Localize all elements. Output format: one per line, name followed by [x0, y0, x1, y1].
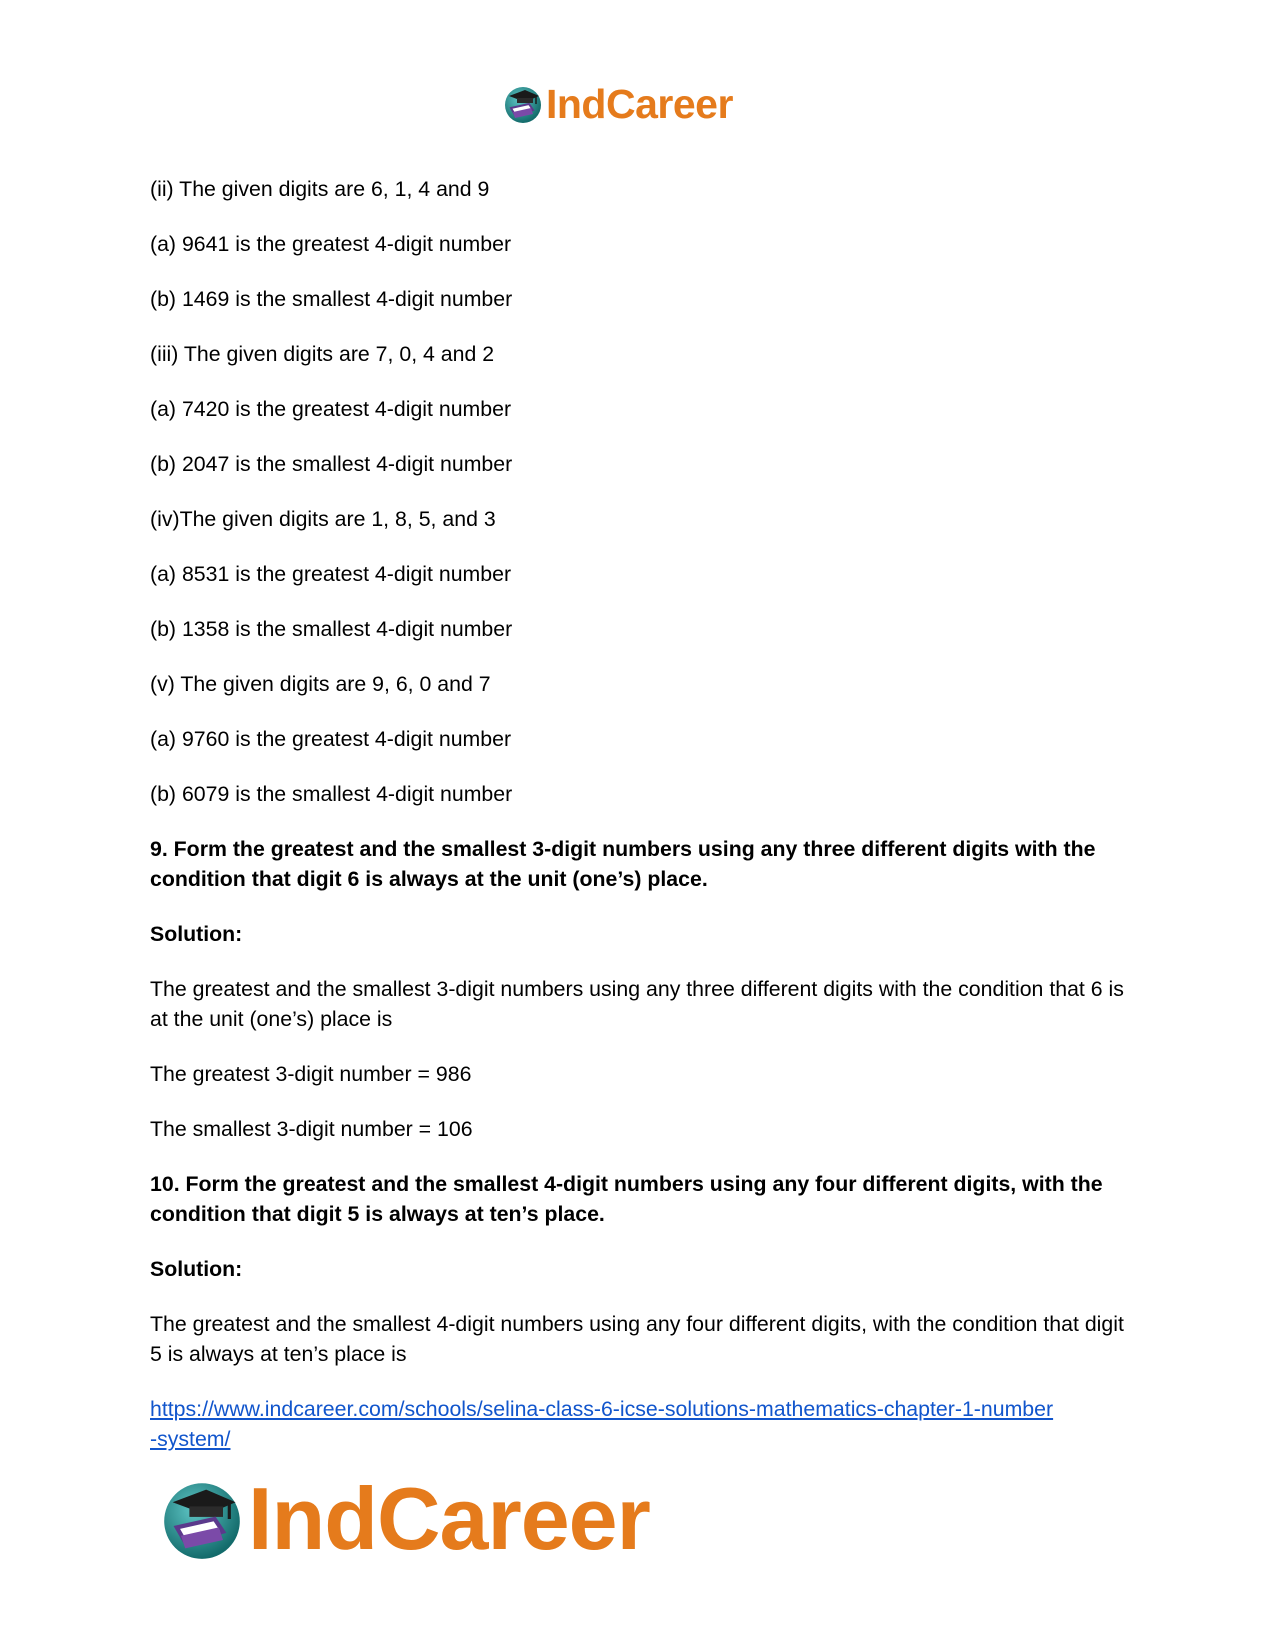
source-link-line2[interactable]: -system/: [150, 1427, 231, 1451]
text-line: (a) 8531 is the greatest 4-digit number: [150, 562, 512, 586]
smallest-result: The smallest 3-digit number = 106: [150, 1117, 473, 1141]
text-line: (a) 9641 is the greatest 4-digit number: [150, 232, 512, 256]
text-line: (a) 7420 is the greatest 4-digit number: [150, 397, 512, 421]
footer-logo: [160, 1470, 650, 1568]
text-line: (b) 1469 is the smallest 4-digit number: [150, 287, 513, 311]
text-line: (a) 9760 is the greatest 4-digit number: [150, 727, 512, 751]
text-line: (b) 1358 is the smallest 4-digit number: [150, 617, 513, 641]
source-link[interactable]: [150, 1394, 1130, 1454]
graduation-cap-book-icon: [160, 1477, 244, 1561]
header-logo: [503, 80, 733, 128]
logo-text: IndCareer: [546, 80, 733, 127]
text-line: (iii) The given digits are 7, 0, 4 and 2: [150, 342, 495, 366]
question-10: 10. Form the greatest and the smallest 4-digit numbers using any four different digits, with the condition that digit 5 is always at ten’s place.: [150, 1172, 1103, 1226]
solution-explanation: The greatest and the smallest 3-digit numbers using any three different digits with the condition that 6 is at the unit (one’s) place is: [150, 977, 1124, 1031]
text-line: (b) 6079 is the smallest 4-digit number: [150, 782, 513, 806]
text-line: (b) 2047 is the smallest 4-digit number: [150, 452, 513, 476]
solution-label: Solution:: [150, 1257, 243, 1281]
text-line: (iv)The given digits are 1, 8, 5, and 3: [150, 507, 496, 531]
greatest-result: The greatest 3-digit number = 986: [150, 1062, 472, 1086]
question-9: 9. Form the greatest and the smallest 3-digit numbers using any three different digits with the condition that digit 6 is always at the unit (one’s) place.: [150, 837, 1096, 891]
solution-label: Solution:: [150, 922, 243, 946]
text-line: (ii) The given digits are 6, 1, 4 and 9: [150, 177, 490, 201]
document-body: [150, 174, 1130, 1454]
logo-text: IndCareer: [248, 1469, 650, 1568]
graduation-cap-book-icon: [503, 84, 543, 124]
text-line: (v) The given digits are 9, 6, 0 and 7: [150, 672, 491, 696]
source-link-line1[interactable]: https://www.indcareer.com/schools/selina-class-6-icse-solutions-mathematics-chapter-1-number: [150, 1397, 1054, 1421]
solution-explanation: The greatest and the smallest 4-digit numbers using any four different digits, with the condition that digit 5 is always at ten’s place is: [150, 1312, 1124, 1366]
